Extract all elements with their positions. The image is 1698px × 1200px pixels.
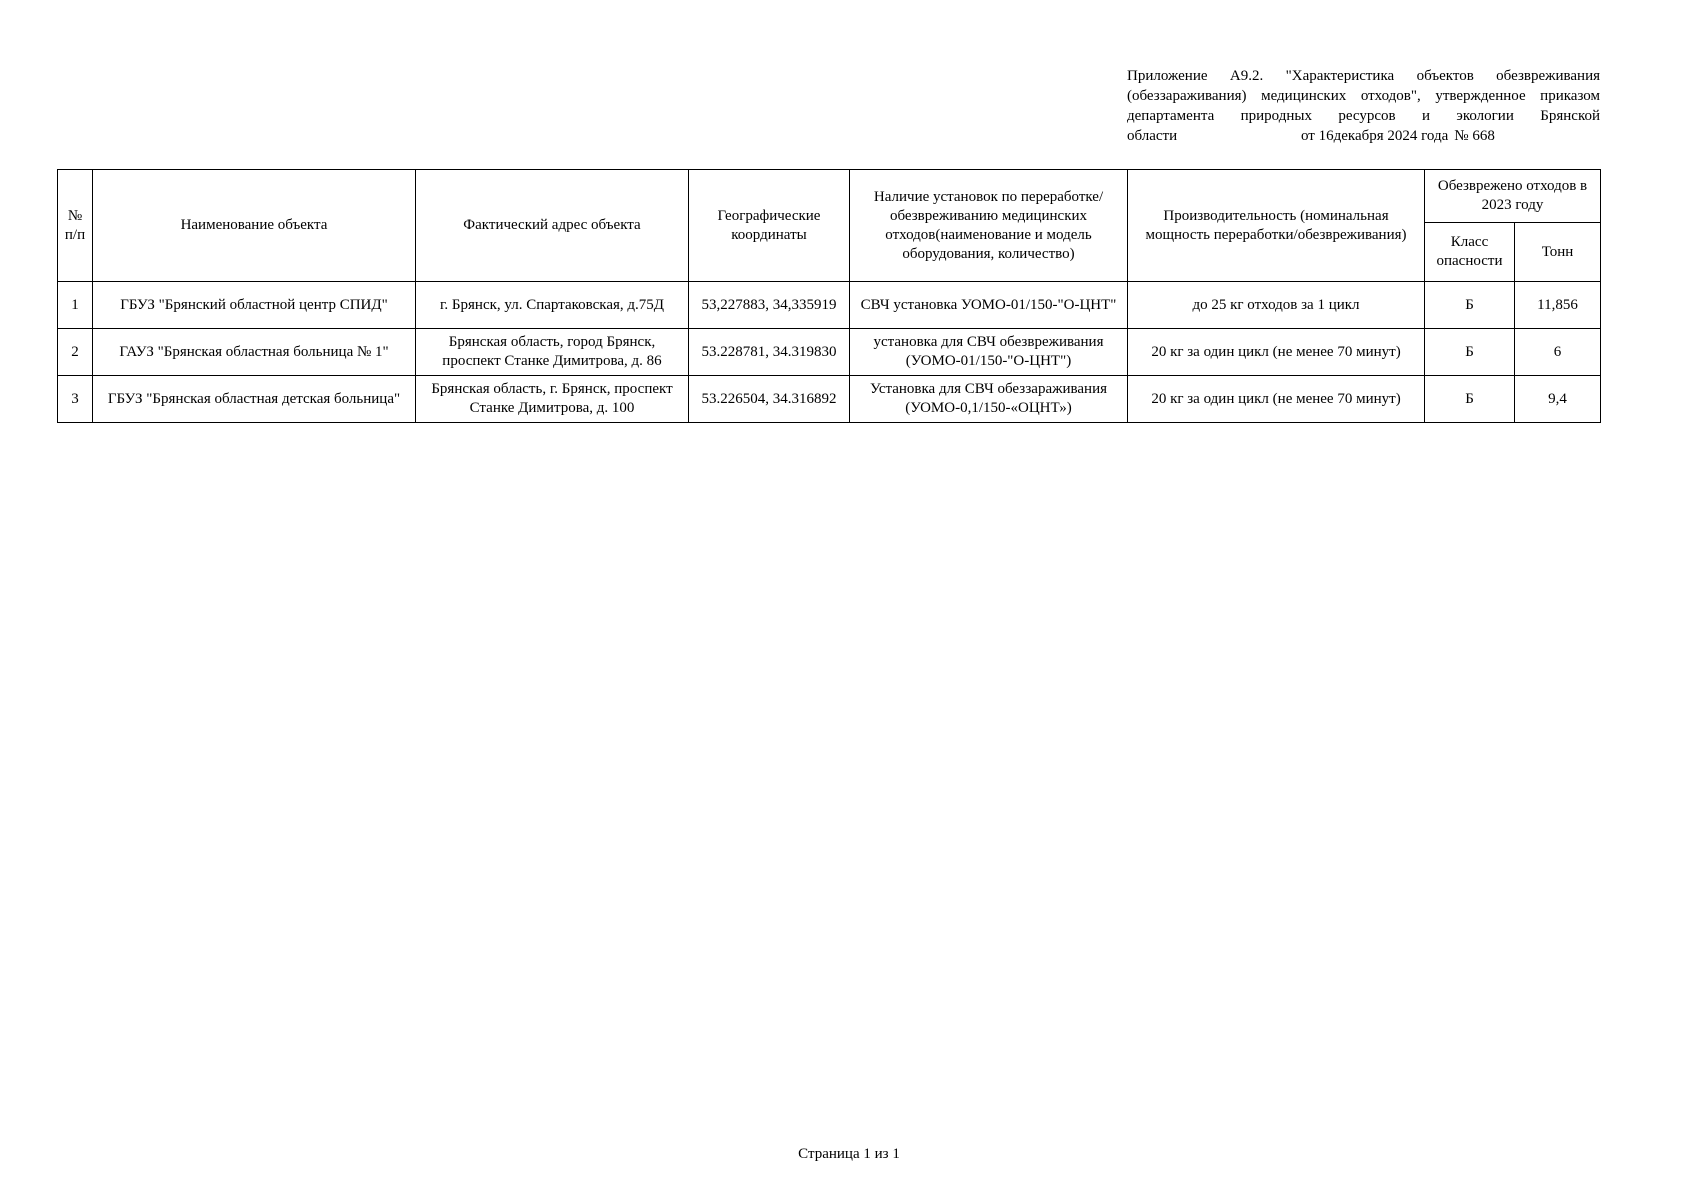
appendix-order-date: от 16декабря 2024 года (1301, 128, 1449, 144)
col-header-number: № п/п (58, 170, 93, 282)
appendix-title-text: Приложение А9.2. "Характеристика объектов обезвреживания (обеззараживания) медицинских отходов", утвержденное приказом департамента природных ресурсов и экологии Брянской (1127, 68, 1600, 124)
col-header-coordinates: Географические координаты (689, 170, 850, 282)
cell-number: 3 (58, 376, 93, 423)
cell-tons: 9,4 (1515, 376, 1601, 423)
appendix-region: области (1127, 128, 1178, 144)
cell-capacity: до 25 кг отходов за 1 цикл (1128, 282, 1425, 329)
cell-name: ГАУЗ "Брянская областная больница № 1" (93, 329, 416, 376)
table-header-row (58, 170, 1601, 223)
cell-coordinates: 53.226504, 34.316892 (689, 376, 850, 423)
col-header-hazard-class: Класс опасности (1425, 223, 1515, 282)
cell-equipment: Установка для СВЧ обеззараживания (УОМО-0,1/150-«ОЦНТ») (850, 376, 1128, 423)
col-header-name: Наименование объекта (93, 170, 416, 282)
cell-equipment: установка для СВЧ обезвреживания (УОМО-01/150-"О-ЦНТ") (850, 329, 1128, 376)
appendix-header-note (1127, 66, 1600, 146)
cell-hazard-class: Б (1425, 282, 1515, 329)
cell-tons: 11,856 (1515, 282, 1601, 329)
cell-hazard-class: Б (1425, 329, 1515, 376)
page-counter: Страница 1 из 1 (798, 1146, 900, 1162)
cell-name: ГБУЗ "Брянская областная детская больница" (93, 376, 416, 423)
facilities-table (57, 169, 1601, 423)
cell-address: г. Брянск, ул. Спартаковская, д.75Д (416, 282, 689, 329)
col-header-address: Фактический адрес объекта (416, 170, 689, 282)
cell-capacity: 20 кг за один цикл (не менее 70 минут) (1128, 376, 1425, 423)
cell-address: Брянская область, г. Брянск, проспект Станке Димитрова, д. 100 (416, 376, 689, 423)
cell-coordinates: 53,227883, 34,335919 (689, 282, 850, 329)
cell-tons: 6 (1515, 329, 1601, 376)
table-row (58, 282, 1601, 329)
cell-equipment: СВЧ установка УОМО-01/150-"О-ЦНТ" (850, 282, 1128, 329)
cell-name: ГБУЗ "Брянский областной центр СПИД" (93, 282, 416, 329)
table-row (58, 376, 1601, 423)
appendix-order-number: № 668 (1454, 128, 1495, 144)
cell-hazard-class: Б (1425, 376, 1515, 423)
cell-number: 2 (58, 329, 93, 376)
col-header-tons: Тонн (1515, 223, 1601, 282)
col-header-equipment: Наличие установок по переработке/обезвреживанию медицинских отходов(наименование и модель оборудования, количество) (850, 170, 1128, 282)
appendix-order-line (1127, 126, 1600, 146)
col-header-capacity: Производительность (номинальная мощность переработки/обезвреживания) (1128, 170, 1425, 282)
cell-coordinates: 53.228781, 34.319830 (689, 329, 850, 376)
cell-number: 1 (58, 282, 93, 329)
table-row (58, 329, 1601, 376)
col-header-neutralized-group: Обезврежено отходов в 2023 году (1425, 170, 1601, 223)
cell-address: Брянская область, город Брянск, проспект Станке Димитрова, д. 86 (416, 329, 689, 376)
cell-capacity: 20 кг за один цикл (не менее 70 минут) (1128, 329, 1425, 376)
